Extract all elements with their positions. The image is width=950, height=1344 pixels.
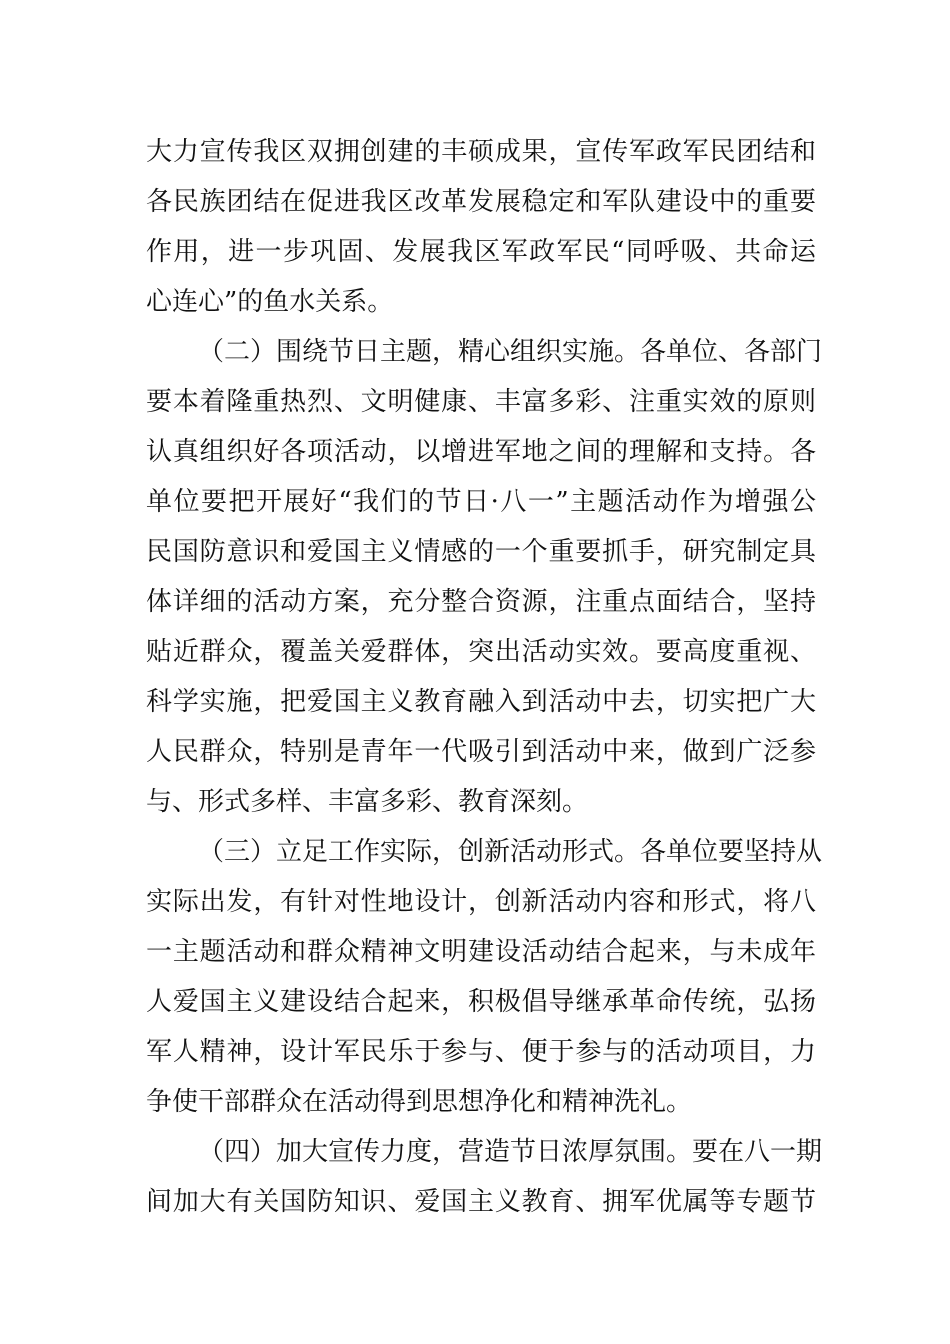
- text-line: 民国防意识和爱国主义情感的一个重要抓手，研究制定具: [146, 537, 816, 567]
- text-line: 体详细的活动方案，充分整合资源，注重点面结合，坚持: [146, 587, 816, 617]
- text-line: 一主题活动和群众精神文明建设活动结合起来，与未成年: [146, 937, 816, 967]
- text-line: 人民群众，特别是青年一代吸引到活动中来，做到广泛参: [146, 737, 816, 767]
- text-line: 与、形式多样、丰富多彩、教育深刻。: [146, 787, 589, 817]
- text-line: 各民族团结在促进我区改革发展稳定和军队建设中的重要: [146, 187, 816, 217]
- text-line: 人爱国主义建设结合起来，积极倡导继承革命传统，弘扬: [146, 987, 816, 1017]
- text-line: 实际出发，有针对性地设计，创新活动内容和形式，将八: [146, 887, 816, 917]
- paragraph-heading-line: （四）加大宣传力度，营造节日浓厚氛围。要在八一期: [198, 1137, 823, 1167]
- text-line: 贴近群众，覆盖关爱群体，突出活动实效。要高度重视、: [146, 637, 816, 667]
- text-line: 间加大有关国防知识、爱国主义教育、拥军优属等专题节: [146, 1187, 816, 1217]
- text-line: 科学实施，把爱国主义教育融入到活动中去，切实把广大: [146, 687, 816, 717]
- text-line: 作用，进一步巩固、发展我区军政军民“同呼吸、共命运: [146, 237, 816, 267]
- paragraph-heading-line: （三）立足工作实际，创新活动形式。各单位要坚持从: [198, 837, 823, 867]
- text-line: 大力宣传我区双拥创建的丰硕成果，宣传军政军民团结和: [146, 137, 816, 167]
- text-line: 军人精神，设计军民乐于参与、便于参与的活动项目，力: [146, 1037, 816, 1067]
- paragraph-heading-line: （二）围绕节日主题，精心组织实施。各单位、各部门: [198, 337, 823, 367]
- text-line: 认真组织好各项活动，以增进军地之间的理解和支持。各: [146, 437, 816, 467]
- text-line: 心连心”的鱼水关系。: [146, 287, 394, 317]
- text-line: 争使干部群众在活动得到思想净化和精神洗礼。: [146, 1087, 693, 1117]
- text-line: 单位要把开展好“我们的节日·八一”主题活动作为增强公: [146, 487, 816, 517]
- text-line: 要本着隆重热烈、文明健康、丰富多彩、注重实效的原则: [146, 387, 816, 417]
